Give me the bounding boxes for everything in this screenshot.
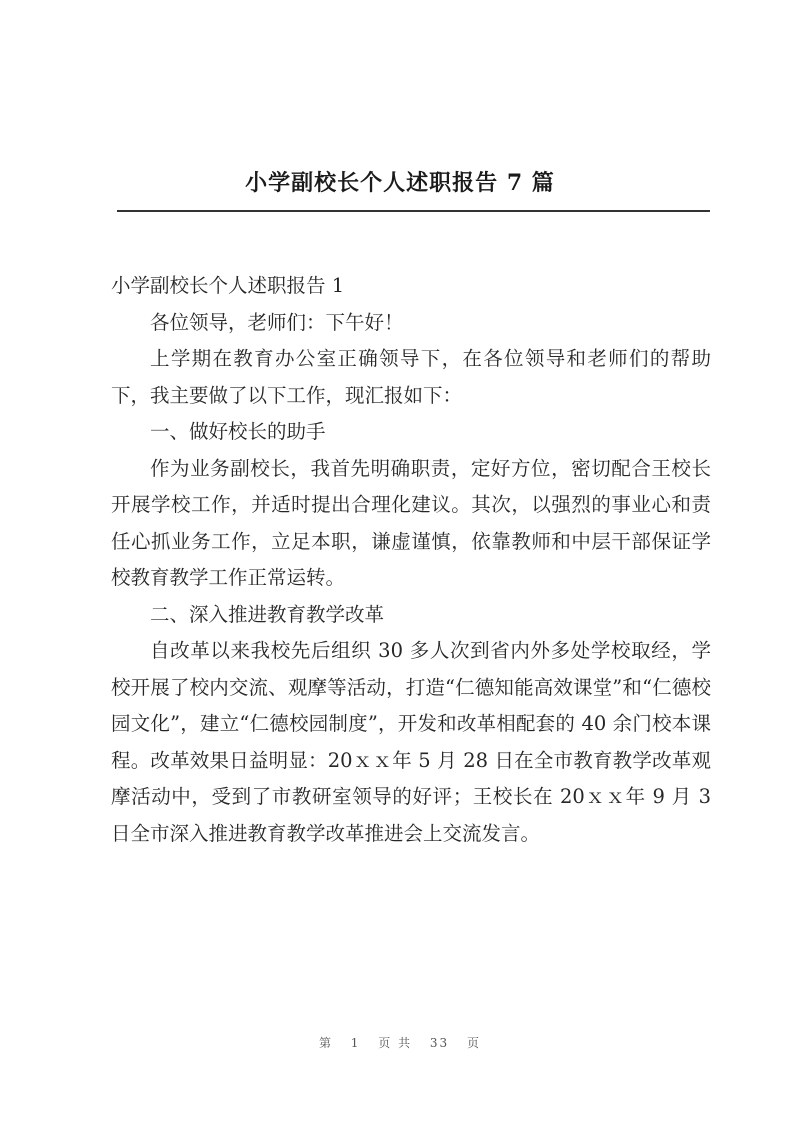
subheading-one: 一、做好校长的助手	[150, 420, 326, 443]
footer-label-of: 页 共	[378, 1036, 413, 1050]
footer-label-end: 页	[467, 1036, 482, 1050]
document-body	[111, 268, 711, 852]
intro-paragraph: 上学期在教育办公室正确领导下，在各位领导和老师们的帮助下，我主要做了以下工作，现汇报如下：	[111, 347, 711, 407]
body-paragraph: 自改革以来我校先后组织 30 多人次到省内外多处学校取经，学校开展了校内交流、观摩等活动，打造“仁德知能高效课堂”和“仁德校园文化”，建立“仁德校园制度”，开发和改革相配套的 40 余门校本课程。改革效果日益明显：20ｘｘ年 5 月 28 日在全市教育教学改革观摩活动中，受到了市教研室领导的好评；王校长在 20ｘｘ年 9 月 3 日全市深入推进教育教学改革推进会上交流发言。	[111, 639, 711, 845]
page-footer	[0, 1034, 800, 1051]
document-title: 小学副校长个人述职报告 7 篇	[245, 170, 555, 196]
footer-total-pages: 33	[429, 1036, 450, 1050]
title-underline	[117, 210, 710, 212]
subheading-two: 二、深入推进教育教学改革	[150, 602, 385, 626]
footer-current-page: 1	[350, 1036, 361, 1050]
section-heading: 小学副校长个人述职报告 1	[111, 274, 345, 297]
footer-label-page: 第	[318, 1036, 333, 1050]
greeting-paragraph: 各位领导，老师们：下午好！	[150, 310, 404, 334]
body-paragraph: 作为业务副校长，我首先明确职责，定好方位，密切配合王校长开展学校工作，并适时提出合理化建议。其次，以强烈的事业心和责任心抓业务工作，立足本职，谦虚谨慎，依靠教师和中层干部保证学校教育教学工作正常运转。	[111, 456, 711, 589]
